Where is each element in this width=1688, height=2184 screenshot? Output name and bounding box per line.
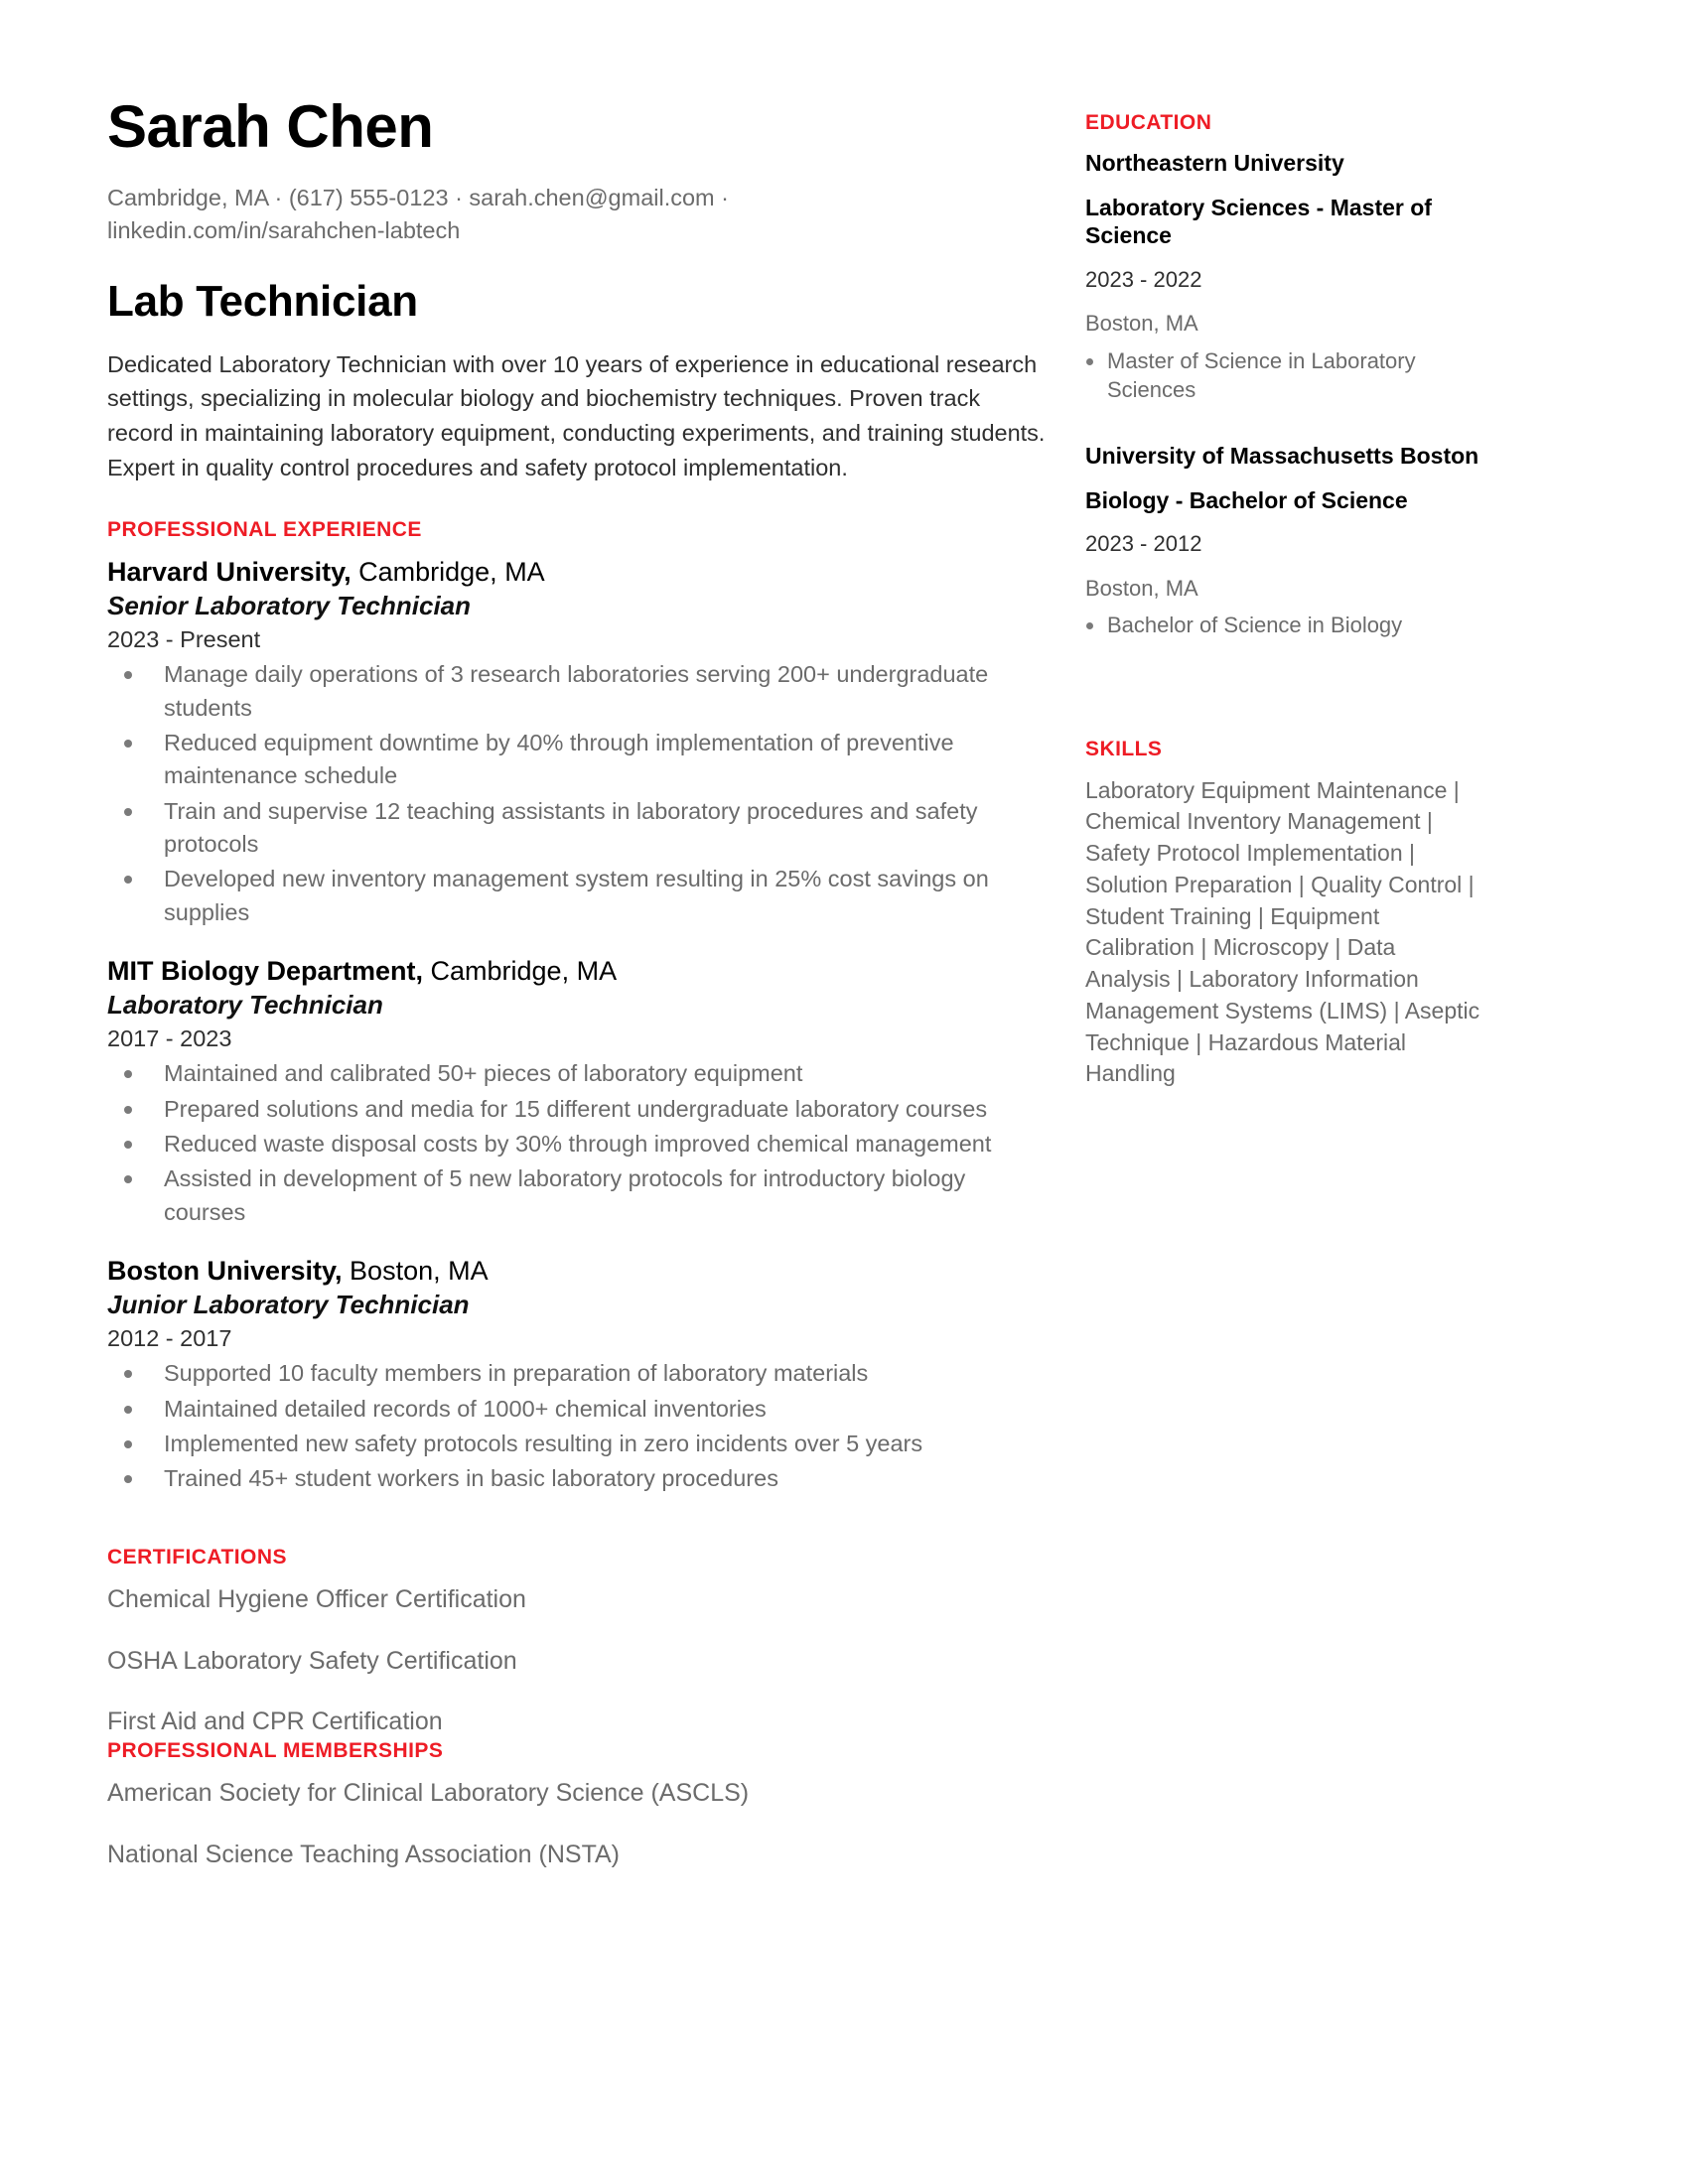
experience-bullet: Supported 10 faculty members in preparation of laboratory materials — [107, 1357, 1046, 1390]
sidebar-spacer — [1085, 678, 1482, 738]
education-school: Northeastern University — [1085, 150, 1344, 176]
experience-bullet: Assisted in development of 5 new laboratory protocols for introductory biology courses — [107, 1162, 1046, 1229]
education-dates: 2023 - 2012 — [1085, 531, 1202, 557]
education-location: Boston, MA — [1085, 311, 1198, 337]
education-bullet: Bachelor of Science in Biology — [1085, 611, 1482, 639]
experience-bullet: Maintained detailed records of 1000+ chemical inventories — [107, 1393, 1046, 1426]
experience-bullet: Maintained and calibrated 50+ pieces of laboratory equipment — [107, 1057, 1046, 1090]
section-heading-experience: PROFESSIONAL EXPERIENCE — [107, 518, 422, 542]
education-degree: Laboratory Sciences - Master of Science — [1085, 194, 1432, 249]
experience-location: Cambridge, MA — [423, 956, 618, 987]
experience-location: Boston, MA — [342, 1256, 489, 1287]
education-school: University of Massachusetts Boston — [1085, 443, 1479, 470]
experience-dates: 2012 - 2017 — [107, 1324, 232, 1351]
experience-dates: 2023 - Present — [107, 625, 261, 652]
experience-bullet: Prepared solutions and media for 15 different undergraduate laboratory courses — [107, 1093, 1046, 1126]
sidebar-column — [1085, 95, 1482, 1090]
two-column-layout — [107, 95, 1571, 1872]
certification-item: First Aid and CPR Certification — [107, 1707, 443, 1736]
education-entry — [1085, 442, 1482, 639]
experience-organization-name: Harvard University, — [107, 557, 352, 588]
candidate-name: Sarah Chen — [107, 93, 434, 160]
experience-organization-name: Boston University, — [107, 1256, 343, 1287]
experience-bullet: Reduced waste disposal costs by 30% through improved chemical management — [107, 1128, 1046, 1160]
section-heading-certifications: CERTIFICATIONS — [107, 1545, 287, 1569]
experience-bullet: Manage daily operations of 3 research laboratories serving 200+ undergraduate students — [107, 658, 1046, 725]
experience-organization — [107, 556, 1046, 589]
experience-organization — [107, 955, 1046, 988]
experience-title: Junior Laboratory Technician — [107, 1290, 470, 1320]
experience-bullet: Train and supervise 12 teaching assistants in laboratory procedures and safety protocols — [107, 795, 1046, 862]
experience-bullet: Implemented new safety protocols resulting in zero incidents over 5 years — [107, 1428, 1046, 1460]
skills-text: Laboratory Equipment Maintenance | Chemical Inventory Management | Safety Protocol Implementation | Solution Preparation | Quality Control | Student Training | Equipment Calibration | Microscopy | Data Analysis | Laboratory Information Management Systems (LIMS) | Aseptic Technique | Hazardous Material Handling — [1085, 776, 1480, 1087]
contact-line: Cambridge, MA · (617) 555-0123 · sarah.chen@gmail.com · linkedin.com/in/sarahchen-labtech — [107, 184, 729, 244]
experience-title: Senior Laboratory Technician — [107, 590, 472, 620]
education-list — [1085, 149, 1482, 640]
experience-bullets — [107, 658, 1046, 929]
education-degree: Biology - Bachelor of Science — [1085, 486, 1408, 513]
experience-entry — [107, 1255, 1046, 1496]
education-dates: 2023 - 2022 — [1085, 266, 1202, 292]
section-heading-skills: SKILLS — [1085, 737, 1163, 760]
memberships-list — [107, 1777, 1046, 1872]
certification-item: Chemical Hygiene Officer Certification — [107, 1584, 526, 1613]
experience-bullet: Reduced equipment downtime by 40% through implementation of preventive maintenance schedule — [107, 727, 1046, 793]
experience-entry — [107, 955, 1046, 1229]
experience-list — [107, 556, 1046, 1496]
experience-bullet: Developed new inventory management system resulting in 25% cost savings on supplies — [107, 863, 1046, 929]
main-column — [107, 95, 1085, 1872]
education-bullets — [1085, 611, 1482, 639]
experience-title: Laboratory Technician — [107, 990, 383, 1021]
education-bullets — [1085, 346, 1482, 405]
certification-item: OSHA Laboratory Safety Certification — [107, 1646, 517, 1675]
experience-bullets — [107, 1357, 1046, 1495]
experience-bullets — [107, 1057, 1046, 1229]
experience-location: Cambridge, MA — [351, 557, 545, 588]
certifications-list — [107, 1583, 1046, 1739]
job-headline: Lab Technician — [107, 276, 418, 326]
experience-dates: 2017 - 2023 — [107, 1024, 232, 1051]
education-entry — [1085, 149, 1482, 404]
education-bullet: Master of Science in Laboratory Sciences — [1085, 346, 1482, 405]
experience-organization — [107, 1255, 1046, 1288]
experience-organization-name: MIT Biology Department, — [107, 956, 424, 987]
experience-entry — [107, 556, 1046, 929]
education-location: Boston, MA — [1085, 575, 1198, 601]
section-heading-education: EDUCATION — [1085, 111, 1212, 134]
membership-item: American Society for Clinical Laboratory Science (ASCLS) — [107, 1779, 750, 1807]
professional-summary: Dedicated Laboratory Technician with over 10 years of experience in educational research settings, specializing in molecular biology and biochemistry techniques. Proven track record in maintaining laboratory equipment, conducting experiments, and training students. Expert in quality control procedures and safety protocol implementation. — [107, 350, 1046, 480]
section-heading-memberships: PROFESSIONAL MEMBERSHIPS — [107, 1739, 444, 1762]
experience-bullet: Trained 45+ student workers in basic laboratory procedures — [107, 1462, 1046, 1495]
membership-item: National Science Teaching Association (NSTA) — [107, 1840, 621, 1868]
